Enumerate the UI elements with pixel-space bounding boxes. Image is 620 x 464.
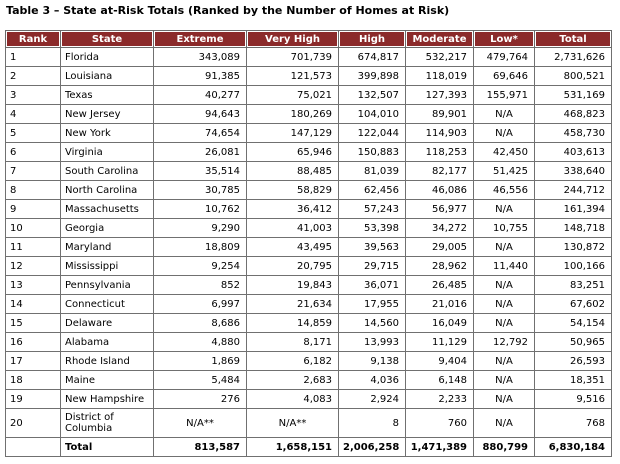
table-body xyxy=(6,48,612,457)
cell-total: 403,613 xyxy=(535,143,612,162)
cell-very-high: 701,739 xyxy=(247,48,339,67)
cell-rank: 8 xyxy=(6,181,61,200)
cell-moderate: 760 xyxy=(406,409,474,438)
table-row xyxy=(6,257,612,276)
total-cell-very-high: 1,658,151 xyxy=(247,438,339,457)
cell-very-high: N/A** xyxy=(247,409,339,438)
cell-state: Texas xyxy=(61,86,154,105)
cell-total: 148,718 xyxy=(535,219,612,238)
cell-high: 150,883 xyxy=(339,143,406,162)
table-title: Table 3 – State at-Risk Totals (Ranked by the Number of Homes at Risk) xyxy=(6,4,450,17)
cell-extreme: 26,081 xyxy=(154,143,247,162)
table-row xyxy=(6,105,612,124)
cell-total: 67,602 xyxy=(535,295,612,314)
cell-extreme: 9,254 xyxy=(154,257,247,276)
total-cell-moderate: 1,471,389 xyxy=(406,438,474,457)
cell-rank: 20 xyxy=(6,409,61,438)
cell-moderate: 34,272 xyxy=(406,219,474,238)
cell-moderate: 532,217 xyxy=(406,48,474,67)
cell-high: 39,563 xyxy=(339,238,406,257)
header-moderate: Moderate xyxy=(406,31,474,48)
cell-rank: 6 xyxy=(6,143,61,162)
cell-moderate: 11,129 xyxy=(406,333,474,352)
cell-state: South Carolina xyxy=(61,162,154,181)
cell-extreme: 276 xyxy=(154,390,247,409)
cell-moderate: 9,404 xyxy=(406,352,474,371)
cell-very-high: 8,171 xyxy=(247,333,339,352)
table-row xyxy=(6,371,612,390)
cell-total: 768 xyxy=(535,409,612,438)
cell-extreme: 40,277 xyxy=(154,86,247,105)
cell-moderate: 127,393 xyxy=(406,86,474,105)
header-row xyxy=(6,31,612,48)
cell-extreme: 4,880 xyxy=(154,333,247,352)
cell-low: N/A xyxy=(474,238,535,257)
cell-extreme: 9,290 xyxy=(154,219,247,238)
cell-rank: 14 xyxy=(6,295,61,314)
cell-high: 9,138 xyxy=(339,352,406,371)
cell-very-high: 65,946 xyxy=(247,143,339,162)
cell-extreme: 18,809 xyxy=(154,238,247,257)
cell-low: N/A xyxy=(474,352,535,371)
total-row xyxy=(6,438,612,457)
cell-high: 14,560 xyxy=(339,314,406,333)
cell-very-high: 6,182 xyxy=(247,352,339,371)
cell-high: 36,071 xyxy=(339,276,406,295)
cell-high: 4,036 xyxy=(339,371,406,390)
cell-total: 531,169 xyxy=(535,86,612,105)
cell-extreme: 35,514 xyxy=(154,162,247,181)
cell-moderate: 16,049 xyxy=(406,314,474,333)
cell-rank: 9 xyxy=(6,200,61,219)
cell-rank: 1 xyxy=(6,48,61,67)
cell-low: 479,764 xyxy=(474,48,535,67)
cell-rank: 16 xyxy=(6,333,61,352)
cell-state: Pennsylvania xyxy=(61,276,154,295)
cell-high: 53,398 xyxy=(339,219,406,238)
table-row xyxy=(6,162,612,181)
cell-very-high: 180,269 xyxy=(247,105,339,124)
table-row xyxy=(6,390,612,409)
cell-low: N/A xyxy=(474,314,535,333)
cell-low: N/A xyxy=(474,276,535,295)
risk-table-container xyxy=(5,30,611,457)
cell-very-high: 20,795 xyxy=(247,257,339,276)
cell-low: N/A xyxy=(474,200,535,219)
cell-state: Georgia xyxy=(61,219,154,238)
cell-state: Maine xyxy=(61,371,154,390)
cell-very-high: 19,843 xyxy=(247,276,339,295)
cell-rank: 12 xyxy=(6,257,61,276)
cell-state: Delaware xyxy=(61,314,154,333)
cell-very-high: 2,683 xyxy=(247,371,339,390)
state-risk-table xyxy=(5,30,612,457)
cell-very-high: 4,083 xyxy=(247,390,339,409)
cell-rank: 7 xyxy=(6,162,61,181)
cell-high: 57,243 xyxy=(339,200,406,219)
cell-very-high: 36,412 xyxy=(247,200,339,219)
cell-extreme: 91,385 xyxy=(154,67,247,86)
table-row xyxy=(6,124,612,143)
cell-very-high: 58,829 xyxy=(247,181,339,200)
cell-total: 2,731,626 xyxy=(535,48,612,67)
cell-rank: 2 xyxy=(6,67,61,86)
table-row xyxy=(6,352,612,371)
cell-very-high: 21,634 xyxy=(247,295,339,314)
total-cell-low: 880,799 xyxy=(474,438,535,457)
cell-state: Maryland xyxy=(61,238,154,257)
cell-very-high: 43,495 xyxy=(247,238,339,257)
cell-total: 100,166 xyxy=(535,257,612,276)
cell-moderate: 46,086 xyxy=(406,181,474,200)
cell-moderate: 2,233 xyxy=(406,390,474,409)
cell-low: N/A xyxy=(474,124,535,143)
cell-high: 399,898 xyxy=(339,67,406,86)
cell-low: 46,556 xyxy=(474,181,535,200)
cell-very-high: 14,859 xyxy=(247,314,339,333)
total-cell-state: Total xyxy=(61,438,154,457)
header-total: Total xyxy=(535,31,612,48)
cell-low: 51,425 xyxy=(474,162,535,181)
header-very-high: Very High xyxy=(247,31,339,48)
table-row xyxy=(6,143,612,162)
cell-rank: 15 xyxy=(6,314,61,333)
cell-extreme: 6,997 xyxy=(154,295,247,314)
cell-low: N/A xyxy=(474,409,535,438)
cell-total: 130,872 xyxy=(535,238,612,257)
cell-moderate: 118,019 xyxy=(406,67,474,86)
table-row xyxy=(6,276,612,295)
cell-rank: 17 xyxy=(6,352,61,371)
total-cell-rank xyxy=(6,438,61,457)
cell-very-high: 88,485 xyxy=(247,162,339,181)
cell-state: North Carolina xyxy=(61,181,154,200)
total-cell-extreme: 813,587 xyxy=(154,438,247,457)
cell-high: 104,010 xyxy=(339,105,406,124)
cell-high: 62,456 xyxy=(339,181,406,200)
table-row xyxy=(6,181,612,200)
cell-moderate: 26,485 xyxy=(406,276,474,295)
cell-rank: 18 xyxy=(6,371,61,390)
cell-total: 83,251 xyxy=(535,276,612,295)
cell-rank: 5 xyxy=(6,124,61,143)
header-state: State xyxy=(61,31,154,48)
table-row xyxy=(6,219,612,238)
cell-low: N/A xyxy=(474,105,535,124)
cell-total: 800,521 xyxy=(535,67,612,86)
table-row xyxy=(6,333,612,352)
cell-high: 8 xyxy=(339,409,406,438)
cell-very-high: 75,021 xyxy=(247,86,339,105)
cell-state: Alabama xyxy=(61,333,154,352)
cell-state: New York xyxy=(61,124,154,143)
total-cell-total: 6,830,184 xyxy=(535,438,612,457)
cell-low: 10,755 xyxy=(474,219,535,238)
cell-total: 9,516 xyxy=(535,390,612,409)
cell-state: Massachusetts xyxy=(61,200,154,219)
cell-moderate: 56,977 xyxy=(406,200,474,219)
cell-extreme: 8,686 xyxy=(154,314,247,333)
cell-moderate: 118,253 xyxy=(406,143,474,162)
cell-total: 54,154 xyxy=(535,314,612,333)
cell-low: 11,440 xyxy=(474,257,535,276)
cell-total: 26,593 xyxy=(535,352,612,371)
cell-moderate: 114,903 xyxy=(406,124,474,143)
cell-extreme: 1,869 xyxy=(154,352,247,371)
cell-extreme: 94,643 xyxy=(154,105,247,124)
table-row xyxy=(6,200,612,219)
cell-total: 18,351 xyxy=(535,371,612,390)
cell-high: 2,924 xyxy=(339,390,406,409)
cell-state: Florida xyxy=(61,48,154,67)
cell-rank: 4 xyxy=(6,105,61,124)
cell-rank: 10 xyxy=(6,219,61,238)
cell-low: N/A xyxy=(474,371,535,390)
table-row xyxy=(6,48,612,67)
cell-low: N/A xyxy=(474,295,535,314)
cell-extreme: 5,484 xyxy=(154,371,247,390)
cell-high: 13,993 xyxy=(339,333,406,352)
cell-extreme: N/A** xyxy=(154,409,247,438)
cell-moderate: 28,962 xyxy=(406,257,474,276)
cell-extreme: 343,089 xyxy=(154,48,247,67)
cell-state: District of Columbia xyxy=(61,409,154,438)
cell-moderate: 29,005 xyxy=(406,238,474,257)
cell-rank: 3 xyxy=(6,86,61,105)
cell-state: Connecticut xyxy=(61,295,154,314)
cell-low: N/A xyxy=(474,390,535,409)
cell-rank: 19 xyxy=(6,390,61,409)
header-extreme: Extreme xyxy=(154,31,247,48)
cell-total: 161,394 xyxy=(535,200,612,219)
cell-state: Louisiana xyxy=(61,67,154,86)
cell-high: 81,039 xyxy=(339,162,406,181)
cell-very-high: 121,573 xyxy=(247,67,339,86)
cell-total: 458,730 xyxy=(535,124,612,143)
cell-very-high: 147,129 xyxy=(247,124,339,143)
cell-low: 69,646 xyxy=(474,67,535,86)
cell-rank: 11 xyxy=(6,238,61,257)
cell-total: 468,823 xyxy=(535,105,612,124)
table-row xyxy=(6,409,612,438)
cell-low: 12,792 xyxy=(474,333,535,352)
cell-state: New Jersey xyxy=(61,105,154,124)
cell-extreme: 852 xyxy=(154,276,247,295)
total-cell-high: 2,006,258 xyxy=(339,438,406,457)
cell-total: 244,712 xyxy=(535,181,612,200)
table-row xyxy=(6,86,612,105)
cell-rank: 13 xyxy=(6,276,61,295)
cell-extreme: 30,785 xyxy=(154,181,247,200)
cell-low: 155,971 xyxy=(474,86,535,105)
cell-high: 17,955 xyxy=(339,295,406,314)
table-row xyxy=(6,295,612,314)
cell-low: 42,450 xyxy=(474,143,535,162)
cell-extreme: 74,654 xyxy=(154,124,247,143)
header-rank: Rank xyxy=(6,31,61,48)
cell-state: Rhode Island xyxy=(61,352,154,371)
cell-moderate: 89,901 xyxy=(406,105,474,124)
cell-high: 29,715 xyxy=(339,257,406,276)
cell-total: 50,965 xyxy=(535,333,612,352)
cell-moderate: 82,177 xyxy=(406,162,474,181)
table-row xyxy=(6,67,612,86)
cell-total: 338,640 xyxy=(535,162,612,181)
cell-state: New Hampshire xyxy=(61,390,154,409)
cell-state: Virginia xyxy=(61,143,154,162)
table-row xyxy=(6,238,612,257)
cell-moderate: 21,016 xyxy=(406,295,474,314)
header-high: High xyxy=(339,31,406,48)
cell-very-high: 41,003 xyxy=(247,219,339,238)
header-low: Low* xyxy=(474,31,535,48)
cell-high: 674,817 xyxy=(339,48,406,67)
cell-state: Mississippi xyxy=(61,257,154,276)
cell-high: 122,044 xyxy=(339,124,406,143)
table-row xyxy=(6,314,612,333)
cell-extreme: 10,762 xyxy=(154,200,247,219)
cell-moderate: 6,148 xyxy=(406,371,474,390)
cell-high: 132,507 xyxy=(339,86,406,105)
